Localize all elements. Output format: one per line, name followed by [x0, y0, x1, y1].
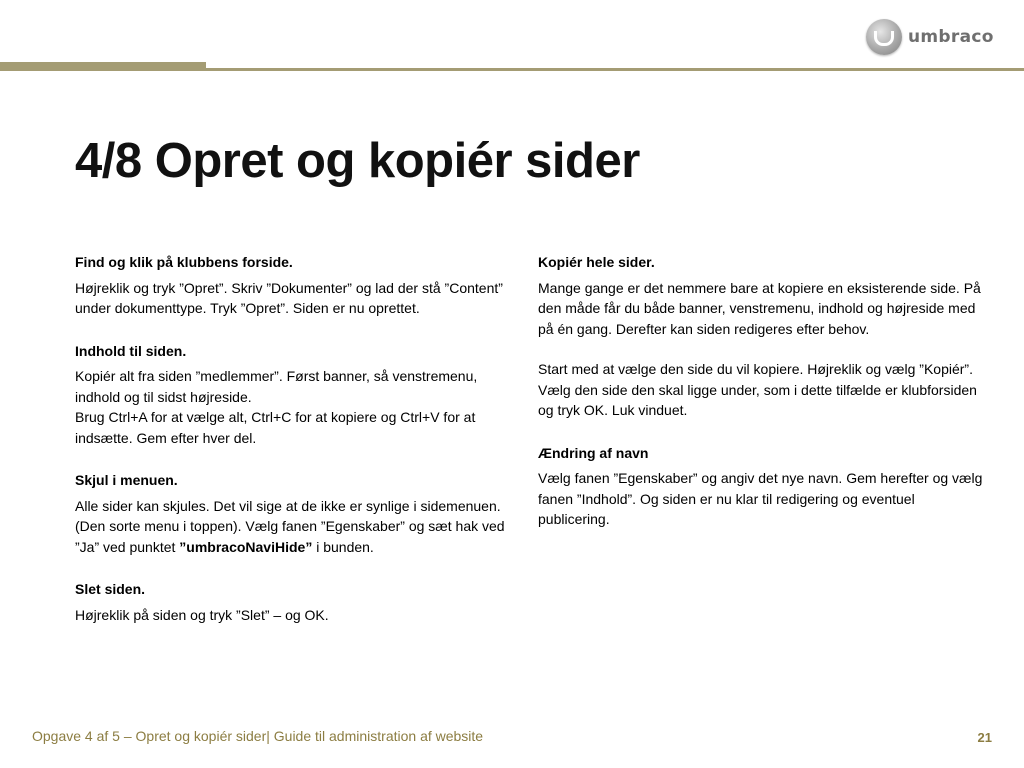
section-text: Mange gange er det nemmere bare at kopiere en eksisterende side. På den måde får du både banner, venstremenu, indhold og højreside med på én gang. Derefter kan siden redigeres efter behov.	[538, 279, 981, 337]
section-find-forside	[75, 252, 523, 319]
section-text: Vælg fanen ”Egenskaber” og angiv det nye navn. Gem herefter og vælg fanen ”Indhold”. Og siden er nu klar til redigering og eventuel publicering.	[538, 470, 983, 527]
section-heading: Ændring af navn	[538, 444, 649, 461]
section-text: Højreklik på siden og tryk ”Slet” – og OK.	[75, 606, 329, 623]
section-heading: Find og klik på klubbens forside.	[75, 254, 293, 270]
section-slet	[75, 579, 523, 625]
section-heading: Skjul i menuen.	[75, 472, 178, 488]
section-heading: Indhold til siden.	[75, 342, 187, 359]
section-text: Start med at vælge den side du vil kopiere. Højreklik og vælg ”Kopiér”. Vælg den side den skal ligge under, som i dette tilfælde er klubforsiden og tryk OK. Luk vinduet.	[538, 361, 977, 418]
section-heading: Slet siden.	[75, 581, 146, 597]
umbraco-logo-icon	[866, 19, 902, 55]
left-column	[75, 252, 523, 647]
section-text	[75, 366, 523, 448]
text-line: Brug Ctrl+A for at vælge alt, Ctrl+C for at kopiere og Ctrl+V for at indsætte. Gem efter hver del.	[75, 409, 476, 446]
section-text	[75, 496, 523, 558]
page-number: 21	[977, 730, 992, 745]
page-title: 4/8 Opret og kopiér sider	[75, 134, 640, 188]
header-accent-bar	[0, 62, 206, 71]
bold-term: ”umbracoNaviHide”	[179, 538, 313, 555]
section-kopier	[538, 252, 983, 421]
umbraco-logo	[866, 17, 994, 57]
text-after: i bunden.	[312, 538, 374, 555]
section-text: Højreklik og tryk ”Opret”. Skriv ”Dokumenter” og lad der stå ”Content” under dokumenttype. Tryk ”Opret”. Siden er nu oprettet.	[75, 279, 503, 316]
section-heading: Kopiér hele sider.	[538, 254, 655, 270]
text-before: Alle sider kan skjules. Det vil sige at de ikke er synlige i sidemenuen. (Den sorte menu i toppen). Vælg fanen ”Egenskaber” og sæt hak ved ”Ja” ved punktet	[75, 497, 505, 555]
section-navn	[538, 443, 983, 530]
right-column	[538, 252, 983, 552]
logo-text: umbraco	[908, 27, 994, 47]
text-line: Kopiér alt fra siden ”medlemmer”. Først banner, så venstremenu, indhold og til sidst højreside.	[75, 368, 478, 405]
section-skjul-menu	[75, 470, 523, 557]
footer-text: Opgave 4 af 5 – Opret og kopiér sider| Guide til administration af website	[32, 728, 484, 744]
header-rule	[206, 68, 1024, 71]
section-indhold	[75, 341, 523, 449]
